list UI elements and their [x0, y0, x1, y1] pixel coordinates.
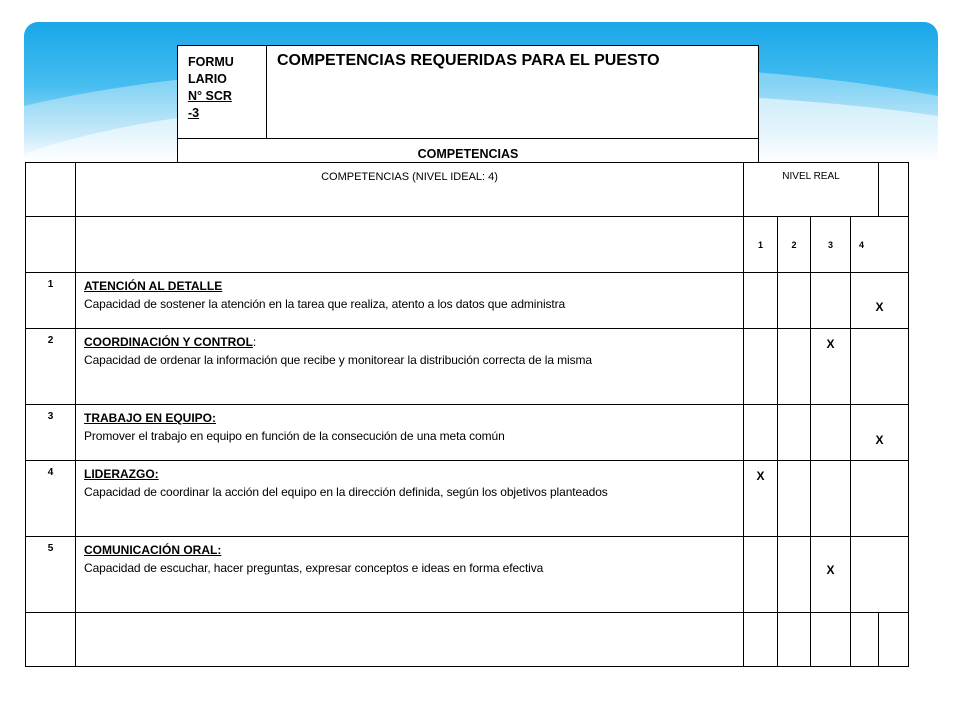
competency-description: Capacidad de ordenar la información que recibe y monitorear la distribución correcta de la misma: [84, 353, 592, 367]
empty-cell: [811, 613, 851, 667]
level-mark-cell: X: [851, 405, 909, 461]
competency-name: ATENCIÓN AL DETALLE: [84, 279, 223, 293]
competency-name: TRABAJO EN EQUIPO:: [84, 411, 217, 425]
row-number: 4: [26, 461, 76, 537]
competency-description: Capacidad de coordinar la acción del equipo en la dirección definida, según los objetivos planteados: [84, 485, 608, 499]
form-code-line: N° SCR: [188, 89, 232, 103]
level-mark-cell: [744, 405, 778, 461]
level-mark-cell: [851, 461, 909, 537]
form-code-cell: [178, 46, 267, 139]
competency-name: LIDERAZGO:: [84, 467, 159, 481]
level-row: [26, 217, 909, 273]
row-number: 3: [26, 405, 76, 461]
level-mark-cell: [744, 329, 778, 405]
competency-cell: [76, 329, 744, 405]
competency-name: COORDINACIÓN Y CONTROL: [84, 335, 253, 349]
empty-cell: [778, 613, 811, 667]
header-nivel-real: NIVEL REAL: [744, 163, 879, 217]
empty-cell: [879, 613, 909, 667]
competency-name-suffix: :: [252, 335, 257, 349]
table-header-row: [26, 163, 909, 217]
level-mark-cell: [778, 461, 811, 537]
level-mark-cell: [811, 405, 851, 461]
empty-cell: [26, 163, 76, 217]
level-mark-cell: [811, 273, 851, 329]
competency-name: COMUNICACIÓN ORAL:: [84, 543, 222, 557]
level-mark-cell: [778, 329, 811, 405]
row-number: 5: [26, 537, 76, 613]
competency-cell: [76, 461, 744, 537]
competency-cell: [76, 405, 744, 461]
level-mark-cell: [851, 537, 909, 613]
level-mark-cell: [744, 273, 778, 329]
empty-cell: [26, 217, 76, 273]
table-row: [26, 273, 909, 329]
section-title: COMPETENCIAS: [178, 139, 759, 170]
form-code-line: FORMU: [188, 55, 234, 69]
form-title: COMPETENCIAS REQUERIDAS PARA EL PUESTO: [267, 46, 759, 139]
form-code-line: -3: [188, 106, 200, 120]
level-mark-cell: [811, 461, 851, 537]
table-row: [26, 537, 909, 613]
empty-cell: [744, 613, 778, 667]
empty-cell: [76, 613, 744, 667]
table-row-empty: [26, 613, 909, 667]
level-mark-cell: [851, 329, 909, 405]
row-number: 2: [26, 329, 76, 405]
level-number: 3: [811, 217, 851, 273]
level-mark-cell: [778, 405, 811, 461]
competency-cell: [76, 273, 744, 329]
form-header-table: [177, 45, 759, 170]
level-mark-cell: X: [851, 273, 909, 329]
competency-description: Capacidad de sostener la atención en la tarea que realiza, atento a los datos que administra: [84, 297, 566, 311]
level-number: 1: [744, 217, 778, 273]
table-row: [26, 461, 909, 537]
level-mark-cell: X: [811, 329, 851, 405]
header-competencias: COMPETENCIAS (NIVEL IDEAL: 4): [76, 163, 744, 217]
level-number: 2: [778, 217, 811, 273]
level-mark-cell: X: [811, 537, 851, 613]
level-mark-cell: [778, 273, 811, 329]
competency-cell: [76, 537, 744, 613]
level-mark-cell: X: [744, 461, 778, 537]
empty-cell: [76, 217, 744, 273]
level-number: 4: [851, 217, 909, 273]
competency-description: Promover el trabajo en equipo en función de la consecución de una meta común: [84, 429, 505, 443]
empty-cell: [851, 613, 879, 667]
level-mark-cell: [744, 537, 778, 613]
form-code-line: LARIO: [188, 72, 227, 86]
table-row: [26, 329, 909, 405]
competencies-table: [25, 162, 909, 667]
table-row: [26, 405, 909, 461]
empty-cell: [879, 163, 909, 217]
competency-description: Capacidad de escuchar, hacer preguntas, expresar conceptos e ideas en forma efectiva: [84, 561, 544, 575]
empty-cell: [26, 613, 76, 667]
level-mark-cell: [778, 537, 811, 613]
row-number: 1: [26, 273, 76, 329]
